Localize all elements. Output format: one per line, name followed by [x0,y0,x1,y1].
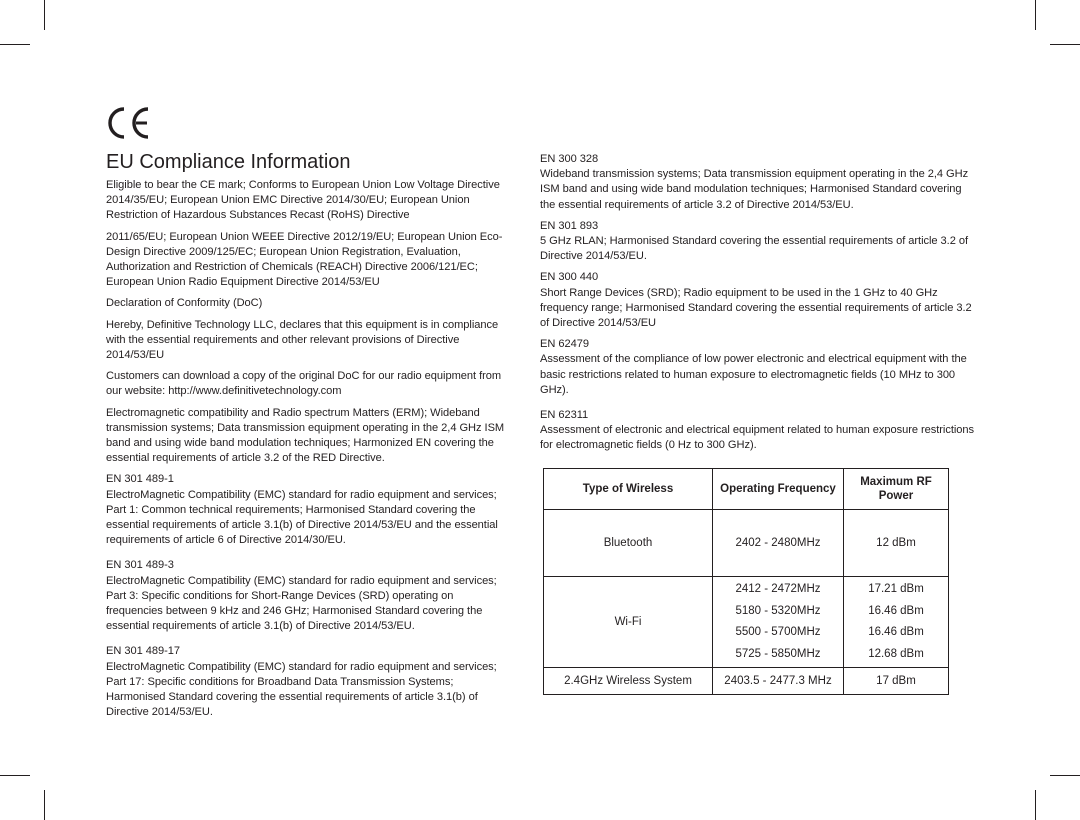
right-column [540,152,976,460]
frequency-value: 5725 - 5850MHz [735,647,821,660]
ce-mark-icon [106,106,152,140]
power-cell [844,577,949,668]
download-paragraph: Customers can download a copy of the original DoC for our radio equipment from our website: http://www.definitivetechnology.com [106,370,502,398]
frequency-cell [713,577,844,668]
crop-mark [1035,0,1036,30]
power-cell: 17 dBm [844,668,949,695]
standard-text: Short Range Devices (SRD); Radio equipment to be used in the 1 GHz to 40 GHz frequency range; Harmonised Standard covering the essential requirements of article 3.2 of Directive 2014/53/EU [540,286,972,330]
crop-mark [0,44,30,45]
table-row [544,577,949,668]
frequency-value: 2412 - 2472MHz [735,583,821,595]
crop-mark [1050,775,1080,776]
power-value: 16.46 dBm [868,626,924,638]
standard-text: 5 GHz RLAN; Harmonised Standard covering the essential requirements of article 3.2 of Directive 2014/53/EU. [540,235,969,263]
table-row [544,668,949,695]
column-header: Maximum RF Power [844,469,949,510]
doc-title: Declaration of Conformity (DoC) [106,297,263,310]
standard-code: EN 301 489-17 [106,645,180,658]
standard-text: Assessment of electronic and electrical equipment related to human exposure restrictions for electromagnetic fields (0 Hz to 300 GHz). [540,424,975,452]
compliance-paragraph: Eligible to bear the CE mark; Conforms to European Union Low Voltage Directive 2014/35/EU; European Union EMC Directive 2014/30/EU; European Union Restriction of Hazardous Substances Recast (RoHS) Directive [106,179,500,222]
left-column [106,150,508,721]
frequency-value: 5180 - 5320MHz [735,604,821,617]
standard-code: EN 300 440 [540,271,599,284]
standard-code: EN 301 489-3 [106,559,174,572]
standard-code: EN 62311 [540,409,589,422]
crop-mark [1035,790,1036,820]
standard-code: EN 62479 [540,338,589,351]
power-value: 12.68 dBm [868,647,924,660]
wireless-type-cell: Wi-Fi [544,577,713,668]
table-header-row [544,469,949,510]
page-title: EU Compliance Information [106,151,351,173]
frequency-cell: 2402 - 2480MHz [713,510,844,577]
standard-text: ElectroMagnetic Compatibility (EMC) standard for radio equipment and services; Part 3: Specific conditions for Short-Range Devices (SRD) operating on frequencies between 9 kHz and 246 GHz; Harmonised Standard covering the essential requirements of article 3.1(b) of Directive 2014/53/EU. [106,574,497,633]
crop-mark [0,775,30,776]
standard-code: EN 300 328 [540,153,599,165]
column-header: Type of Wireless [544,469,713,510]
power-value: 16.46 dBm [868,604,924,617]
standard-text: Assessment of the compliance of low power electronic and electrical equipment with the basic restrictions related to human exposure to electromagnetic fields (10 MHz to 300 GHz). [540,353,967,396]
doc-paragraph: Hereby, Definitive Technology LLC, declares that this equipment is in compliance with the essential requirements and other relevant provisions of Directive 2014/53/EU [106,318,499,362]
standard-code: EN 301 489-1 [106,473,174,486]
column-header: Operating Frequency [713,469,844,510]
crop-mark [44,0,45,30]
crop-mark [44,790,45,820]
frequency-cell: 2403.5 - 2477.3 MHz [713,668,844,695]
power-value: 17.21 dBm [868,583,924,595]
standard-text: ElectroMagnetic Compatibility (EMC) standard for radio equipment and services; Part 1: Common technical requirements; Harmonised Standard covering the essential requirements of article 3.1(b) of Directive 2014/53/EU and the essential requirements of article 6 of Directive 2014/30/EU. [106,488,498,547]
compliance-paragraph: 2011/65/EU; European Union WEEE Directive 2012/19/EU; European Union Eco-Design Directive 2009/125/EC; European Union Registration, Evaluation, Authorization and Restriction of Chemicals (REACH) Directive 2006/121/EC; European Union Radio Equipment Directive 2014/53/EU [106,230,503,289]
wireless-type-cell: 2.4GHz Wireless System [544,668,713,695]
standard-code: EN 301 893 [540,219,599,232]
crop-mark [1050,44,1080,45]
table-row [544,510,949,577]
power-cell: 12 dBm [844,510,949,577]
erm-paragraph: Electromagnetic compatibility and Radio spectrum Matters (ERM); Wideband transmission systems; Data transmission equipment operating in the 2,4 GHz ISM band and using wide band modulation techniques; Harmonized EN covering the essential requirements of article 3.2 of the RED Directive. [106,406,505,465]
wireless-type-cell: Bluetooth [544,510,713,577]
wireless-spec-table [543,468,949,695]
standard-text: ElectroMagnetic Compatibility (EMC) standard for radio equipment and services; Part 17: Specific conditions for Broadband Data Transmission Systems; Harmonised Standard covering the essential requirements of article 3.1(b) of Directive 2014/53/EU. [106,660,497,719]
frequency-value: 5500 - 5700MHz [735,626,821,638]
standard-text: Wideband transmission systems; Data transmission equipment operating in the 2,4 GHz ISM band and using wide band modulation techniques; Harmonised Standard covering the essential requirements of article 3.2 of Directive 2014/53/EU. [540,168,969,211]
